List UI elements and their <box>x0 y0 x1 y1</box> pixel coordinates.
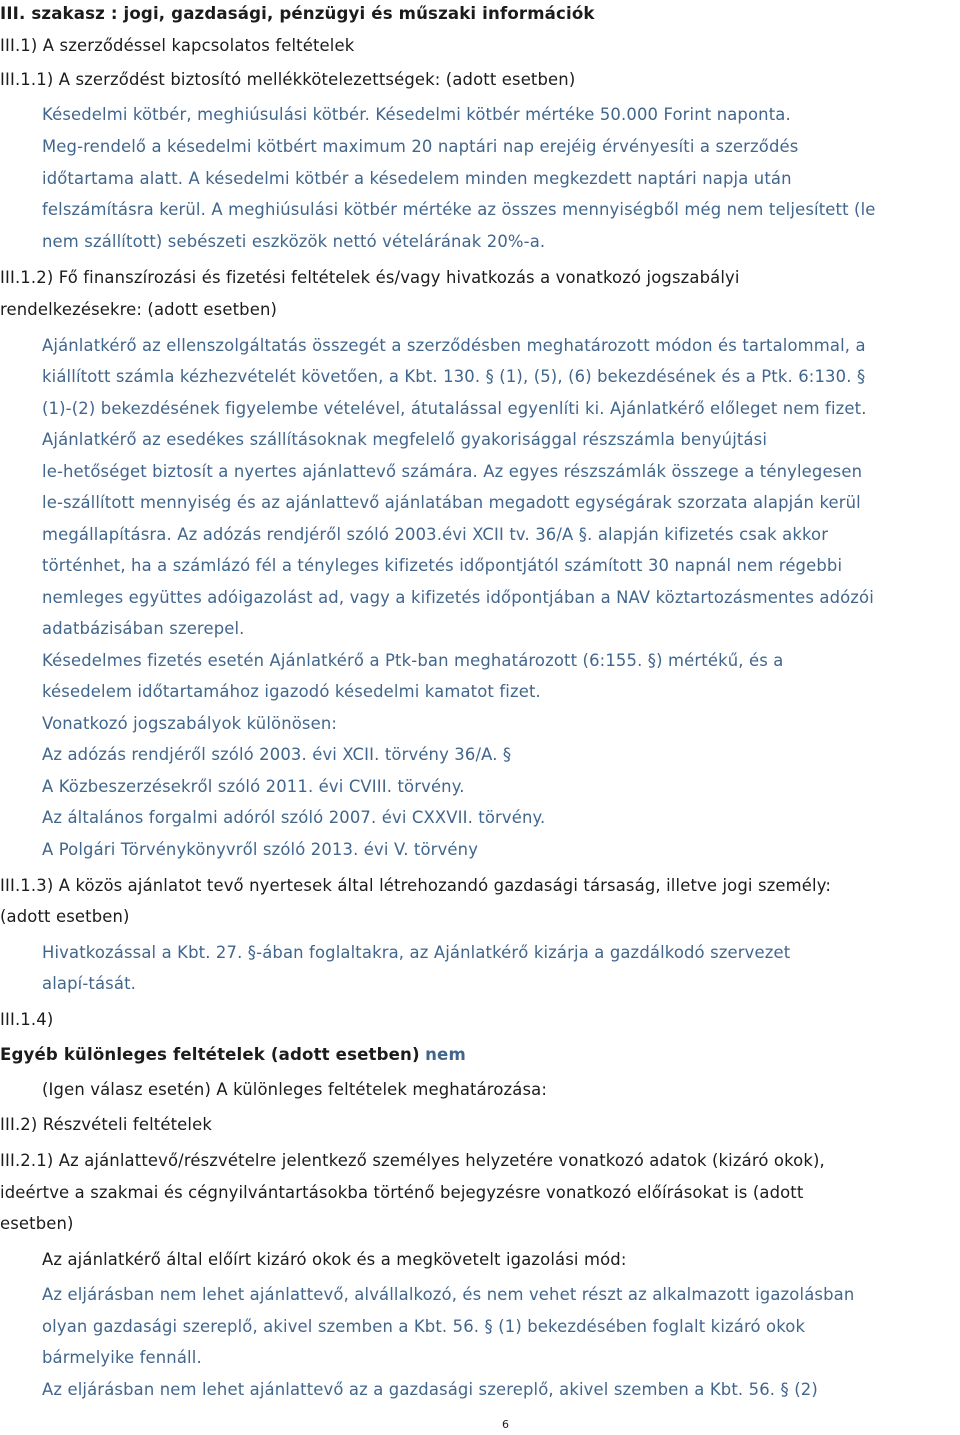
body-line: Az eljárásban nem lehet ajánlattevő az a gazdasági szereplő, akivel szemben a Kbt. 56. § (2) <box>42 1380 818 1399</box>
body-line: Vonatkozó jogszabályok különösen: <box>42 714 338 733</box>
body-line: késedelem időtartamához igazodó késedelmi kamatot fizet. <box>42 682 541 701</box>
body-line: adatbázisában szerepel. <box>42 619 245 638</box>
subsection-iii-2-1-cont: ideértve a szakmai és cégnyilvántartásokba történő bejegyzésre vonatkozó előírásokat is (adott <box>0 1183 804 1202</box>
subsection-iii-2-1: III.2.1) Az ajánlattevő/részvételre jelentkező személyes helyzetére vonatkozó adatok (kizáró okok), <box>0 1151 825 1170</box>
subsection-iii-1-2-cont: rendelkezésekre: (adott esetben) <box>0 300 278 319</box>
special-conditions-subline: (Igen válasz esetén) A különleges feltételek meghatározása: <box>42 1080 548 1099</box>
body-line: Ajánlatkérő az esedékes szállításoknak megfelelő gyakorisággal részszámla benyújtási <box>42 430 768 449</box>
special-conditions-heading: Egyéb különleges feltételek (adott esetben) <box>0 1045 420 1064</box>
body-line: Az adózás rendjéről szóló 2003. évi XCII. törvény 36/A. § <box>42 745 512 764</box>
exclusion-subline: Az ajánlatkérő által előírt kizáró okok és a megkövetelt igazolási mód: <box>42 1250 627 1269</box>
subsection-iii-1-4: III.1.4) <box>0 1010 54 1029</box>
body-line: olyan gazdasági szereplő, akivel szemben a Kbt. 56. § (1) bekezdésében foglalt kizáró okok <box>42 1317 806 1336</box>
body-line: Ajánlatkérő az ellenszolgáltatás összegét a szerződésben meghatározott módon és tartalommal, a <box>42 336 866 355</box>
subsection-iii-1-2: III.1.2) Fő finanszírozási és fizetési feltételek és/vagy hivatkozás a vonatkozó jogszabályi <box>0 268 740 287</box>
subsection-iii-1: III.1) A szerződéssel kapcsolatos feltételek <box>0 36 355 55</box>
body-line: A Közbeszerzésekről szóló 2011. évi CVIII. törvény. <box>42 777 465 796</box>
body-line: kiállított számla kézhezvételét követően, a Kbt. 130. § (1), (5), (6) bekezdésének és a Ptk. 6:130. § <box>42 367 866 386</box>
body-line: (1)-(2) bekezdésének figyelembe vételével, átutalással egyenlíti ki. Ajánlatkérő előleget nem fizet. <box>42 399 867 418</box>
subsection-iii-1-3-cont: (adott esetben) <box>0 907 130 926</box>
body-line: Meg-rendelő a késedelmi kötbért maximum 20 naptári nap erejéig érvényesíti a szerződés <box>42 137 799 156</box>
body-line: A Polgári Törvénykönyvről szóló 2013. évi V. törvény <box>42 840 479 859</box>
body-line: nemleges együttes adóigazolást ad, vagy a kifizetés időpontjában a NAV köztartozásmentes adózói <box>42 588 874 607</box>
body-line: Az általános forgalmi adóról szóló 2007. évi CXXVII. törvény. <box>42 808 546 827</box>
body-line: Az eljárásban nem lehet ajánlattevő, alvállalkozó, és nem vehet részt az alkalmazott igazolásban <box>42 1285 855 1304</box>
body-line: le-szállított mennyiség és az ajánlattevő ajánlatában megadott egységárak szorzata alapján kerül <box>42 493 861 512</box>
body-line: Hivatkozással a Kbt. 27. §-ában foglaltakra, az Ajánlatkérő kizárja a gazdálkodó szervezet <box>42 943 791 962</box>
subsection-iii-2: III.2) Részvételi feltételek <box>0 1115 212 1134</box>
subsection-iii-1-1: III.1.1) A szerződést biztosító mellékkötelezettségek: (adott esetben) <box>0 70 576 89</box>
body-line: alapí-tását. <box>42 974 137 993</box>
body-line: Késedelmi kötbér, meghiúsulási kötbér. Késedelmi kötbér mértéke 50.000 Forint naponta. <box>42 105 791 124</box>
body-line: felszámításra kerül. A meghiúsulási kötbér mértéke az összes mennyiségből még nem teljesített (le <box>42 200 876 219</box>
body-line: le-hetőséget biztosít a nyertes ajánlattevő számára. Az egyes részszámlák összege a ténylegesen <box>42 462 863 481</box>
special-conditions-answer: nem <box>425 1045 466 1064</box>
body-line: nem szállított) sebészeti eszközök nettó vételárának 20%-a. <box>42 232 546 251</box>
body-line: időtartama alatt. A késedelmi kötbér a késedelem minden megkezdett naptári napja után <box>42 169 792 188</box>
body-line: bármelyike fennáll. <box>42 1348 202 1367</box>
section-heading: III. szakasz : jogi, gazdasági, pénzügyi és műszaki információk <box>0 4 595 23</box>
page-number: 6 <box>502 1418 509 1431</box>
body-line: megállapításra. Az adózás rendjéről szóló 2003.évi XCII tv. 36/A §. alapján kifizetés csak akkor <box>42 525 829 544</box>
special-conditions-row <box>0 1045 466 1065</box>
subsection-iii-2-1-cont2: esetben) <box>0 1214 74 1233</box>
body-line: Késedelmes fizetés esetén Ajánlatkérő a Ptk-ban meghatározott (6:155. §) mértékű, és a <box>42 651 784 670</box>
subsection-iii-1-3: III.1.3) A közös ajánlatot tevő nyertesek által létrehozandó gazdasági társaság, illetve jogi személy: <box>0 876 832 895</box>
body-line: történhet, ha a számlázó fél a tényleges kifizetés időpontjától számított 30 napnál nem régebbi <box>42 556 843 575</box>
